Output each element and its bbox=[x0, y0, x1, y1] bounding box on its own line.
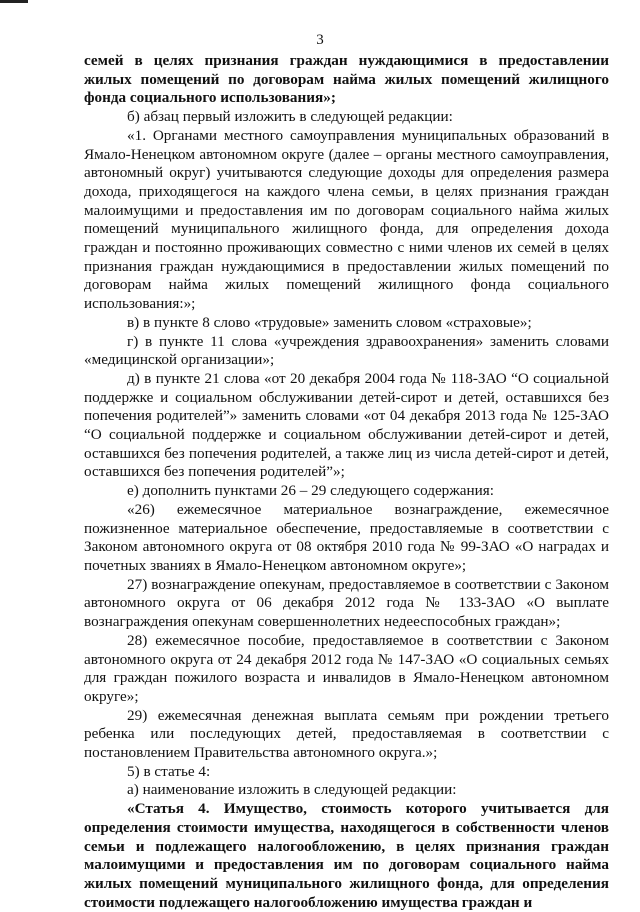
paragraph-point-27: 27) вознаграждение опекунам, предоставляемое в соответствии с Законом автономного округа от 06 декабря 2012 года № 133-ЗАО «О выплате вознаграждения опекунам совершеннолетних недееспособных граждан»; bbox=[84, 575, 609, 631]
paragraph-point-26: «26) ежемесячное материальное вознаграждение, ежемесячное пожизненное материальное обеспечение, предоставляемые в соответствии с Законом автономного округа от 08 октября 2010 года № 99-ЗАО «О наградах и почетных званиях в Ямало-Ненецком автономном округе»; bbox=[84, 500, 609, 574]
page-number: 3 bbox=[316, 32, 324, 48]
scan-corner-mark bbox=[0, 0, 28, 3]
paragraph-continuation: семей в целях признания граждан нуждающимися в предоставлении жилых помещений по договорам найма жилых помещений жилищного фонда социального использования»; bbox=[84, 52, 609, 107]
paragraph-item-g: г) в пункте 11 слова «учреждения здравоохранения» заменить словами «медицинской организации»; bbox=[84, 332, 609, 369]
paragraph-item-a: а) наименование изложить в следующей редакции: bbox=[127, 781, 457, 799]
paragraph-point-28: 28) ежемесячное пособие, предоставляемое в соответствии с Законом автономного округа от 24 декабря 2012 года № 147-ЗАО «О социальных семьях для граждан пожилого возраста и инвалидов в Ямало-Ненецком автономном округе»; bbox=[84, 631, 609, 705]
paragraph-point-29: 29) ежемесячная денежная выплата семьям при рождении третьего ребенка или последующих детей, предоставляемая в соответствии с постановлением Правительства автономного округа.»; bbox=[84, 706, 609, 762]
paragraph-item-5: 5) в статье 4: bbox=[127, 762, 211, 780]
document-body bbox=[84, 52, 609, 912]
article-4-heading: «Статья 4. Имущество, стоимость которого учитывается для определения стоимости имущества, находящегося в собственности членов семьи и подлежащего налогообложению, в целях признания граждан малоимущими и предоставления им по договорам социального найма жилых помещений муниципального жилищного фонда, для определения стоимости подлежащего налогообложению имущества граждан и bbox=[84, 800, 609, 911]
paragraph-item-e: е) дополнить пунктами 26 – 29 следующего содержания: bbox=[127, 482, 494, 500]
paragraph-item-d: д) в пункте 21 слова «от 20 декабря 2004 года № 118-ЗАО “О социальной поддержке и социальном обслуживании детей-сирот и детей, оставшихся без попечения родителей”» заменить словами «от 04 декабря 2013 года № 125-ЗАО “О социальной поддержке и социальном обслуживании детей-сирот и детей, оставшихся без попечения родителей, а также лиц из числа детей-сирот и детей, оставшихся без попечения родителей”»; bbox=[84, 369, 609, 481]
paragraph-item-b: б) абзац первый изложить в следующей редакции: bbox=[127, 108, 453, 126]
paragraph-item-v: в) в пункте 8 слово «трудовые» заменить словом «страховые»; bbox=[127, 313, 532, 331]
paragraph-clause-1: «1. Органами местного самоуправления муниципальных образований в Ямало-Ненецком автономном округе (далее – органы местного самоуправления, автономный округ) учитываются следующие доходы для определения размера дохода, приходящегося на каждого члена семьи, в целях признания граждан малоимущими и предоставления им по договорам социального найма жилых помещений муниципального жилищного фонда, для определения дохода граждан и постоянно проживающих совместно с ними членов их семей в целях признания граждан нуждающимися в предоставлении жилых помещений по договорам найма жилых помещений жилищного фонда социального использования:»; bbox=[84, 126, 609, 313]
